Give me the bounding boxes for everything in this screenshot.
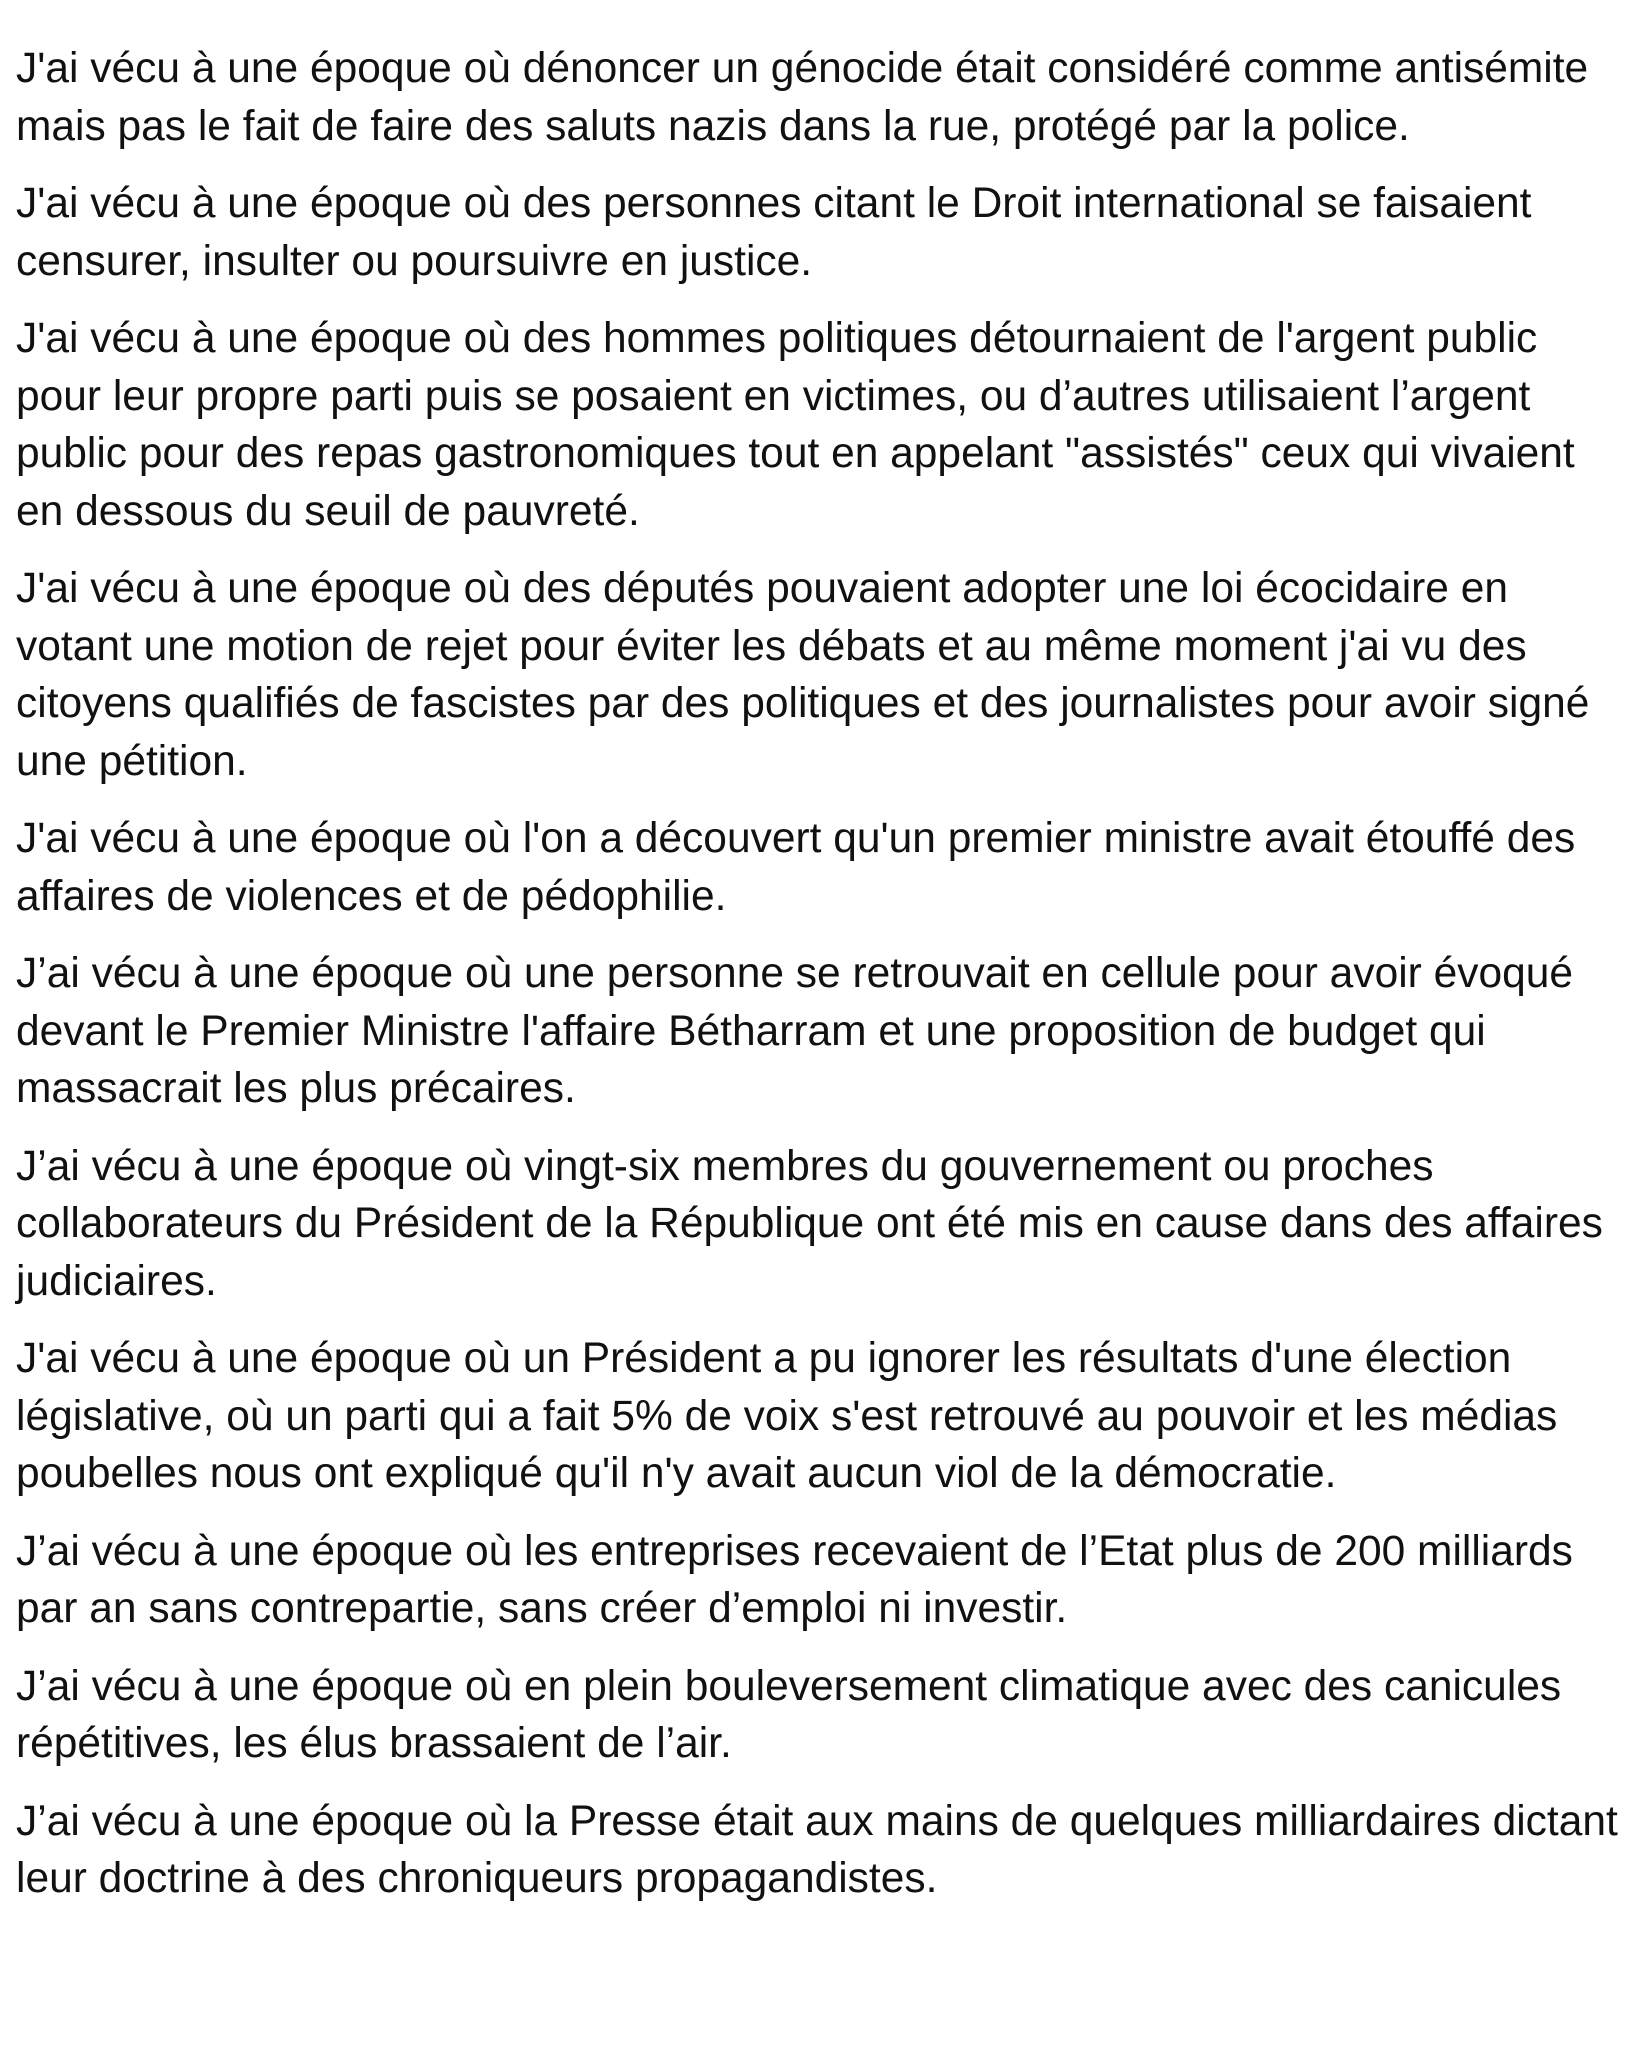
paragraph: J’ai vécu à une époque où en plein bouleversement climatique avec des canicules répétitives, les élus brassaient de l’air. — [16, 1662, 1562, 1767]
paragraph: J'ai vécu à une époque où des députés pouvaient adopter une loi écocidaire en votant une motion de rejet pour éviter les débats et au même moment j'ai vu des citoyens qualifiés de fascistes par des politiques et des journalistes pour avoir signé une pétition. — [16, 565, 1590, 785]
paragraph: J'ai vécu à une époque où des personnes citant le Droit international se faisaient censurer, insulter ou poursuivre en justice. — [16, 180, 1532, 285]
paragraph: J’ai vécu à une époque où la Presse était aux mains de quelques milliardaires dictant leur doctrine à des chroniqueurs propagandistes. — [16, 1797, 1618, 1902]
paragraph: J'ai vécu à une époque où des hommes politiques détournaient de l'argent public pour leur propre parti puis se posaient en victimes, ou d’autres utilisaient l’argent public pour des repas gastronomiques tout en appelant "assistés" ceux qui vivaient en dessous du seuil de pauvreté. — [16, 315, 1575, 535]
paragraph: J'ai vécu à une époque où dénoncer un génocide était considéré comme antisémite mais pas le fait de faire des saluts nazis dans la rue, protégé par la police. — [16, 45, 1589, 150]
paragraph: J’ai vécu à une époque où les entreprises recevaient de l’Etat plus de 200 milliards par an sans contrepartie, sans créer d’emploi ni investir. — [16, 1527, 1573, 1632]
paragraph: J’ai vécu à une époque où une personne se retrouvait en cellule pour avoir évoqué devant le Premier Ministre l'affaire Bétharram et une proposition de budget qui massacrait les plus précaires. — [16, 950, 1574, 1112]
paragraph: J’ai vécu à une époque où vingt-six membres du gouvernement ou proches collaborateurs du Président de la République ont été mis en cause dans des affaires judiciaires. — [16, 1142, 1603, 1305]
paragraph: J'ai vécu à une époque où l'on a découvert qu'un premier ministre avait étouffé des affaires de violences et de pédophilie. — [16, 815, 1576, 920]
paragraph: J'ai vécu à une époque où un Président a pu ignorer les résultats d'une élection législative, où un parti qui a fait 5% de voix s'est retrouvé au pouvoir et les médias poubelles nous ont expliqué qu'il n'y avait aucun viol de la démocratie. — [16, 1335, 1558, 1497]
